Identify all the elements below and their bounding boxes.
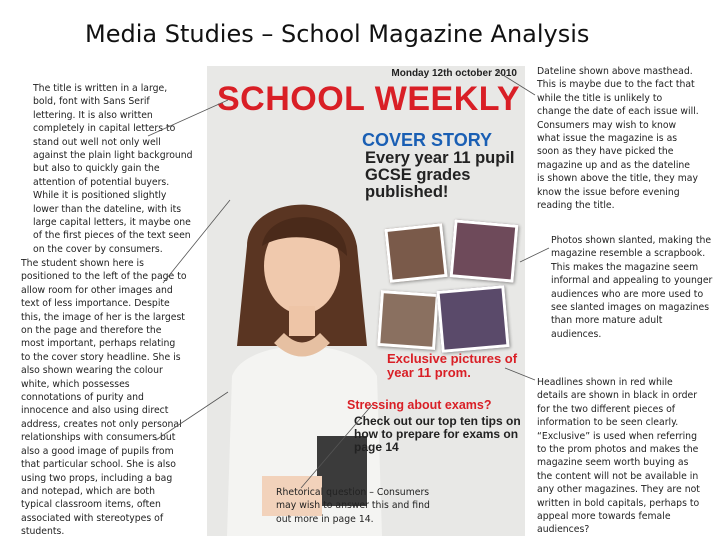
rhetorical-annotation: Rhetorical question – Consumers may wish to answer this and find out more in page 14. [276,487,430,525]
cover-story-headline: Every year 11 pupil GCSE grades published! [365,149,515,201]
dateline-annotation: Dateline shown above masthead. This is maybe due to the fact that while the title is unlikely to change the date of each issue will. Consumers may wish to know what issue the magazine is as soon as they have picked the magazine up and as the dateline is shown above the title, they may know the issue before evening reading the title. [537,66,699,212]
exam-question: Stressing about exams? [347,398,492,412]
cover-story-label: COVER STORY [362,130,493,150]
title-annotation: The title is written in a large, bold, font with Sans Serif lettering. It is also written completely in capital letters to stand out well not only well against the plain light background but also to quickly gain the attention of potential buyers. While it is positioned slightly lower than the dateline, with its large capital letters, it maybe one of the first pieces of the text seen on the cover by consumers. [33,83,193,255]
headlines-annotation: Headlines shown in red while details are shown in black in order for the two different pieces of information to be seen clearly. “Exclusive” is used when referring to the prom photos and makes the magazine seem worth buying as the content will not be available in any other magazines. They are not written in bold capitals, perhaps to appeal more towards female audiences? [537,377,700,536]
exam-tips: Check out our top ten tips on how to prepare for exams on page 14 [354,414,521,454]
photos-annotation: Photos shown slanted, making the magazine resemble a scrapbook. This makes the magazine seem informal and appealing to younger audiences who are more used to see slanted images on magazines than more mature adult audiences. [551,235,713,340]
exclusive-headline: Exclusive pictures of year 11 prom. [387,351,518,380]
page-title: Media Studies – School Magazine Analysis [85,20,590,48]
cover-masthead: SCHOOL WEEKLY [217,80,521,118]
cover-dateline: Monday 12th october 2010 [391,68,517,79]
student-annotation: The student shown here is positioned to the left of the page to allow room for other images and text of less importance. Despite this, the image of her is the largest on the page and therefore the most important, perhaps relating to the cover story headline. She is also shown wearing the colour white, which possesses connotations of purity and innocence and also using direct address, creates not only personal relationships with consumers but also a good image of pupils from that particular school. She is also using two props, including a bag and notepad, which are both typical classroom items, often associated with stereotypes of students. [21,258,187,538]
